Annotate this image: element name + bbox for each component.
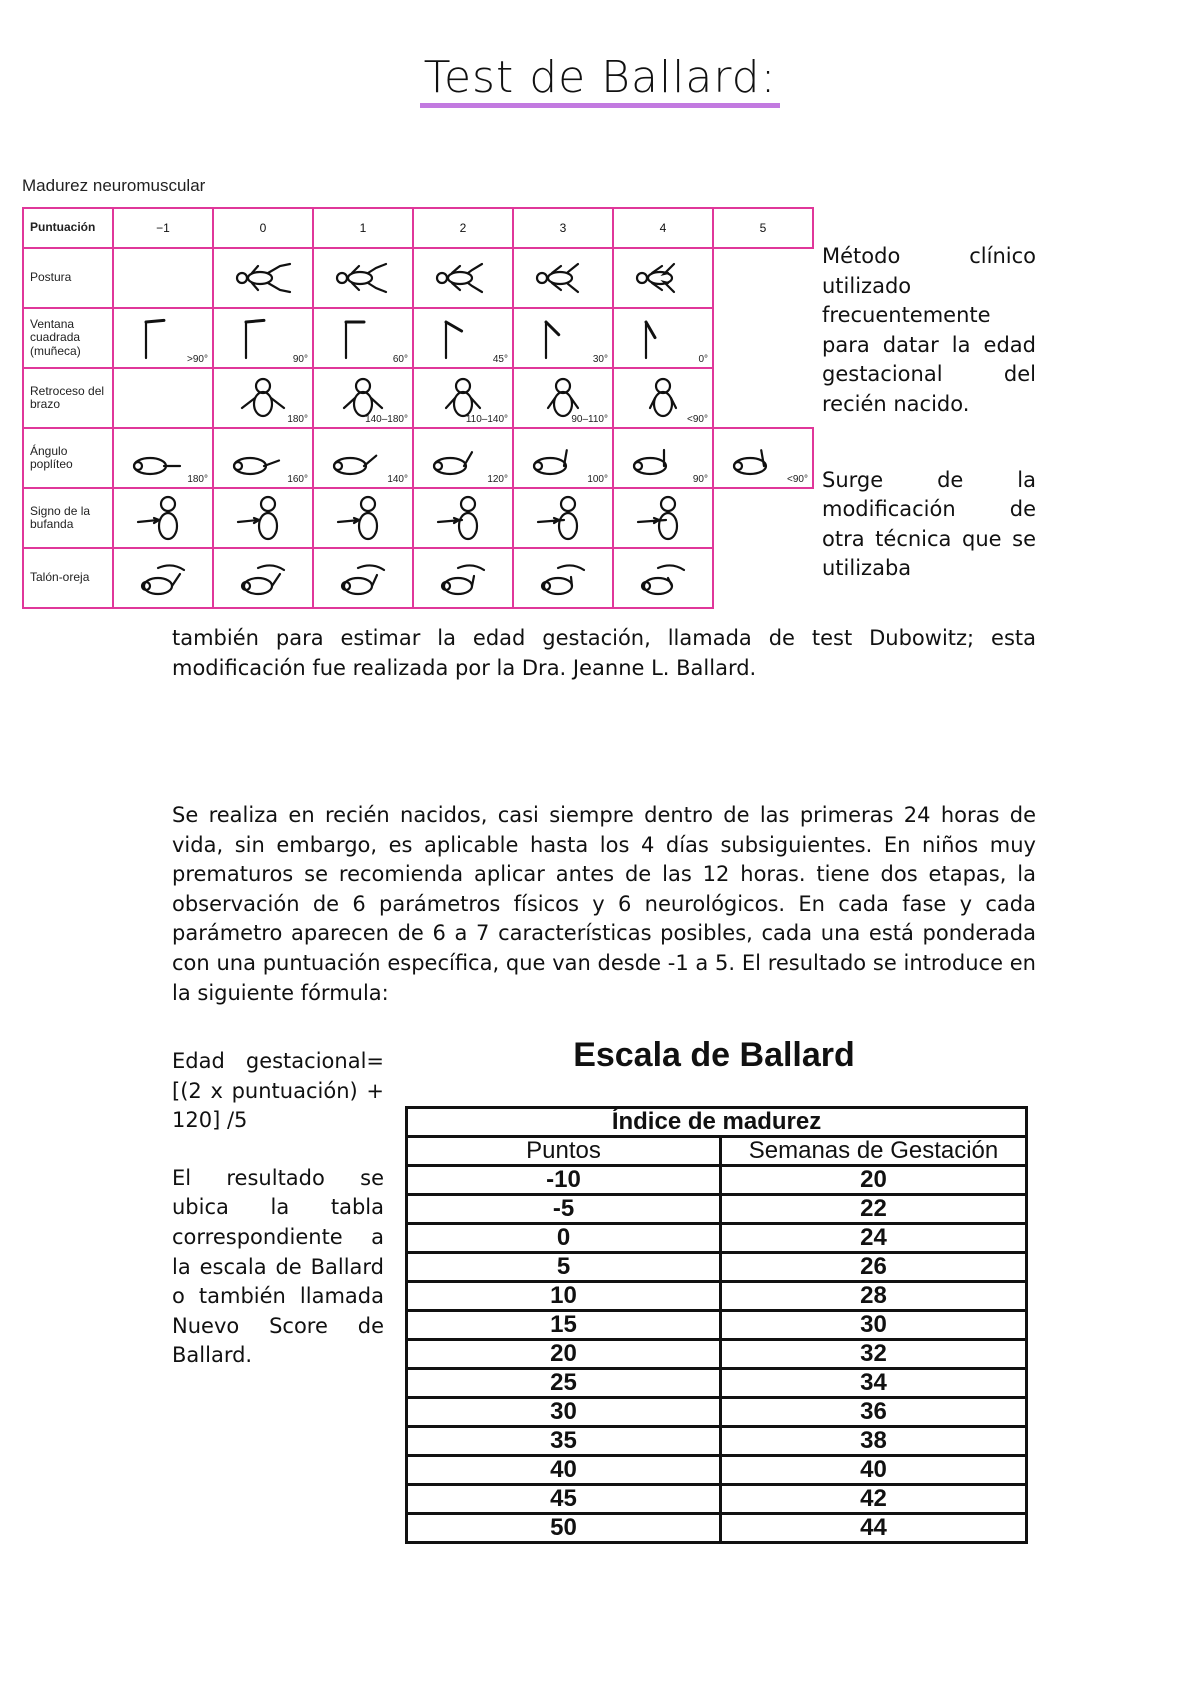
angle-label: 90° <box>292 354 308 365</box>
angle-label: 90° <box>692 474 708 485</box>
angle-label: 120° <box>487 474 508 485</box>
criterion-cell <box>513 308 613 368</box>
table-row <box>407 1398 1027 1427</box>
angle-label: <90° <box>687 414 708 425</box>
talon-figure-icon <box>428 554 498 602</box>
criterion-cell <box>113 368 213 428</box>
criterion-cell <box>213 308 313 368</box>
row-label: Signo de la bufanda <box>23 488 113 548</box>
bufanda-figure-icon <box>128 494 198 542</box>
criterion-cell <box>713 368 813 428</box>
table-row <box>407 1514 1027 1543</box>
score-header-5: 4 <box>613 208 713 248</box>
puntos-cell: 10 <box>407 1282 721 1311</box>
criterion-cell <box>413 428 513 488</box>
criterion-cell <box>513 368 613 428</box>
semanas-cell: 40 <box>721 1456 1027 1485</box>
angle-label: 140° <box>387 474 408 485</box>
puntos-cell: 25 <box>407 1369 721 1398</box>
criterion-cell <box>413 488 513 548</box>
neuromuscular-table <box>22 207 814 609</box>
procedure-paragraph <box>172 801 1036 1008</box>
criterion-cell <box>613 548 713 608</box>
talon-figure-icon <box>128 554 198 602</box>
maturity-index-table <box>405 1106 1028 1544</box>
talon-figure-icon <box>328 554 398 602</box>
criterion-cell <box>213 488 313 548</box>
criterion-cell <box>113 428 213 488</box>
criterion-cell <box>513 248 613 308</box>
talon-figure-icon <box>228 554 298 602</box>
ventana-figure-icon <box>628 314 698 362</box>
result-text: El resultado se ubica la tabla correspondiente a la escala de Ballard o también llamada Nuevo Score de Ballard. <box>172 1165 384 1368</box>
angle-label: 180° <box>187 474 208 485</box>
col-header-puntos: Puntos <box>407 1137 721 1166</box>
bufanda-figure-icon <box>328 494 398 542</box>
angle-label: 100° <box>587 474 608 485</box>
score-header-1: 0 <box>213 208 313 248</box>
semanas-cell: 44 <box>721 1514 1027 1543</box>
angle-label: 45° <box>492 354 508 365</box>
row-label: Talón-oreja <box>23 548 113 608</box>
criterion-cell <box>413 548 513 608</box>
dubowitz-paragraph <box>172 624 1036 683</box>
ventana-figure-icon <box>528 314 598 362</box>
criterion-cell <box>713 248 813 308</box>
ventana-figure-icon <box>428 314 498 362</box>
table-row <box>407 1485 1027 1514</box>
postura-figure-icon <box>328 254 398 302</box>
row-label: Ventana cuadrada (muñeca) <box>23 308 113 368</box>
semanas-cell: 42 <box>721 1485 1027 1514</box>
neuromuscular-caption: Madurez neuromuscular <box>22 176 206 195</box>
puntos-cell: -5 <box>407 1195 721 1224</box>
criterion-cell <box>213 428 313 488</box>
criterion-cell <box>513 548 613 608</box>
criterion-cell <box>413 308 513 368</box>
criterion-cell <box>513 488 613 548</box>
bufanda-figure-icon <box>228 494 298 542</box>
puntos-cell: 40 <box>407 1456 721 1485</box>
semanas-cell: 30 <box>721 1311 1027 1340</box>
row-label: Postura <box>23 248 113 308</box>
puntos-cell: -10 <box>407 1166 721 1195</box>
angle-label: 90–110° <box>571 414 608 425</box>
table-row <box>407 1224 1027 1253</box>
criterion-cell <box>613 428 713 488</box>
semanas-cell: 32 <box>721 1340 1027 1369</box>
criterion-cell <box>713 308 813 368</box>
criterion-cell <box>213 368 313 428</box>
puntos-cell: 30 <box>407 1398 721 1427</box>
puntos-cell: 45 <box>407 1485 721 1514</box>
table-row <box>407 1166 1027 1195</box>
table-row <box>407 1340 1027 1369</box>
page-title: Test de Ballard: <box>0 52 1200 108</box>
bufanda-figure-icon <box>528 494 598 542</box>
angle-label: 0° <box>698 354 708 365</box>
criterion-cell <box>113 308 213 368</box>
angle-label: >90° <box>187 354 208 365</box>
row-label: Ángulo poplíteo <box>23 428 113 488</box>
neuromuscular-row <box>23 428 813 488</box>
score-header-label: Puntuación <box>23 208 113 248</box>
talon-figure-icon <box>628 554 698 602</box>
semanas-cell: 20 <box>721 1166 1027 1195</box>
neuromuscular-row <box>23 368 813 428</box>
postura-figure-icon <box>528 254 598 302</box>
criterion-cell <box>413 248 513 308</box>
puntos-cell: 20 <box>407 1340 721 1369</box>
puntos-cell: 0 <box>407 1224 721 1253</box>
talon-figure-icon <box>528 554 598 602</box>
semanas-cell: 36 <box>721 1398 1027 1427</box>
criterion-cell <box>213 548 313 608</box>
semanas-cell: 28 <box>721 1282 1027 1311</box>
table-row <box>407 1427 1027 1456</box>
criterion-cell <box>513 428 613 488</box>
criterion-cell <box>613 248 713 308</box>
angle-label: 60° <box>392 354 408 365</box>
criterion-cell <box>613 488 713 548</box>
angle-label: 160° <box>287 474 308 485</box>
criterion-cell <box>713 548 813 608</box>
table-row <box>407 1369 1027 1398</box>
procedure-text: Se realiza en recién nacidos, casi siempre dentro de las primeras 24 horas de vida, sin embargo, es aplicable hasta los 4 días subsiguientes. En niños muy prematuros se recomienda aplicar antes de las 12 horas. tiene dos etapas, la observación de 6 parámetros físicos y 6 neurológicos. En cada fase y cada parámetro aparecen de 6 a 7 características posibles, cada una está ponderada con una puntuación específica, que van desde -1 a 5. El resultado se introduce en la siguiente fórmula: <box>172 803 1036 1005</box>
score-header-6: 5 <box>713 208 813 248</box>
table-row <box>407 1282 1027 1311</box>
neuromuscular-row <box>23 548 813 608</box>
neuromuscular-row <box>23 248 813 308</box>
criterion-cell <box>613 308 713 368</box>
criterion-cell <box>713 488 813 548</box>
row-label: Retroceso del brazo <box>23 368 113 428</box>
formula-text: Edad gestacional= [(2 x puntuación) + 120] /5 <box>172 1049 384 1133</box>
semanas-cell: 34 <box>721 1369 1027 1398</box>
semanas-cell: 22 <box>721 1195 1027 1224</box>
criterion-cell <box>413 368 513 428</box>
criterion-cell <box>113 488 213 548</box>
table-title: Índice de madurez <box>407 1108 1027 1137</box>
angle-label: 30° <box>592 354 608 365</box>
semanas-cell: 38 <box>721 1427 1027 1456</box>
criterion-cell <box>313 308 413 368</box>
intro-text-2: Surge de la modificación de otra técnica que se utilizaba <box>822 467 1036 581</box>
criterion-cell <box>613 368 713 428</box>
neuromuscular-row <box>23 308 813 368</box>
postura-figure-icon <box>628 254 698 302</box>
criterion-cell <box>313 248 413 308</box>
puntos-cell: 50 <box>407 1514 721 1543</box>
criterion-cell <box>213 248 313 308</box>
criterion-cell <box>313 428 413 488</box>
score-header-2: 1 <box>313 208 413 248</box>
angle-label: <90° <box>787 474 808 485</box>
semanas-cell: 26 <box>721 1253 1027 1282</box>
col-header-semanas: Semanas de Gestación <box>721 1137 1027 1166</box>
table-row <box>407 1311 1027 1340</box>
neuromuscular-row <box>23 488 813 548</box>
table-row <box>407 1456 1027 1485</box>
angle-label: 110–140° <box>465 414 508 425</box>
angle-label: 140–180° <box>365 414 408 425</box>
ventana-figure-icon <box>228 314 298 362</box>
criterion-cell <box>713 428 813 488</box>
intro-column <box>822 242 1036 630</box>
score-header-3: 2 <box>413 208 513 248</box>
formula-column <box>172 1047 384 1399</box>
popliteo-figure-icon <box>628 434 698 482</box>
ventana-figure-icon <box>328 314 398 362</box>
dubowitz-text: también para estimar la edad gestación, llamada de test Dubowitz; esta modificación fue realizada por la Dra. Jeanne L. Ballard. <box>172 626 1036 680</box>
score-header-4: 3 <box>513 208 613 248</box>
intro-text-1: Método clínico utilizado frecuentemente para datar la edad gestacional del recién nacido. <box>822 244 1036 416</box>
angle-label: 180° <box>287 414 308 425</box>
table-row <box>407 1253 1027 1282</box>
bufanda-figure-icon <box>628 494 698 542</box>
puntos-cell: 5 <box>407 1253 721 1282</box>
criterion-cell <box>113 548 213 608</box>
postura-figure-icon <box>228 254 298 302</box>
score-header-0: −1 <box>113 208 213 248</box>
semanas-cell: 24 <box>721 1224 1027 1253</box>
table-row <box>407 1195 1027 1224</box>
postura-figure-icon <box>428 254 498 302</box>
criterion-cell <box>313 548 413 608</box>
puntos-cell: 35 <box>407 1427 721 1456</box>
bufanda-figure-icon <box>428 494 498 542</box>
criterion-cell <box>113 248 213 308</box>
criterion-cell <box>313 368 413 428</box>
escala-title: Escala de Ballard <box>573 1036 855 1074</box>
criterion-cell <box>313 488 413 548</box>
puntos-cell: 15 <box>407 1311 721 1340</box>
